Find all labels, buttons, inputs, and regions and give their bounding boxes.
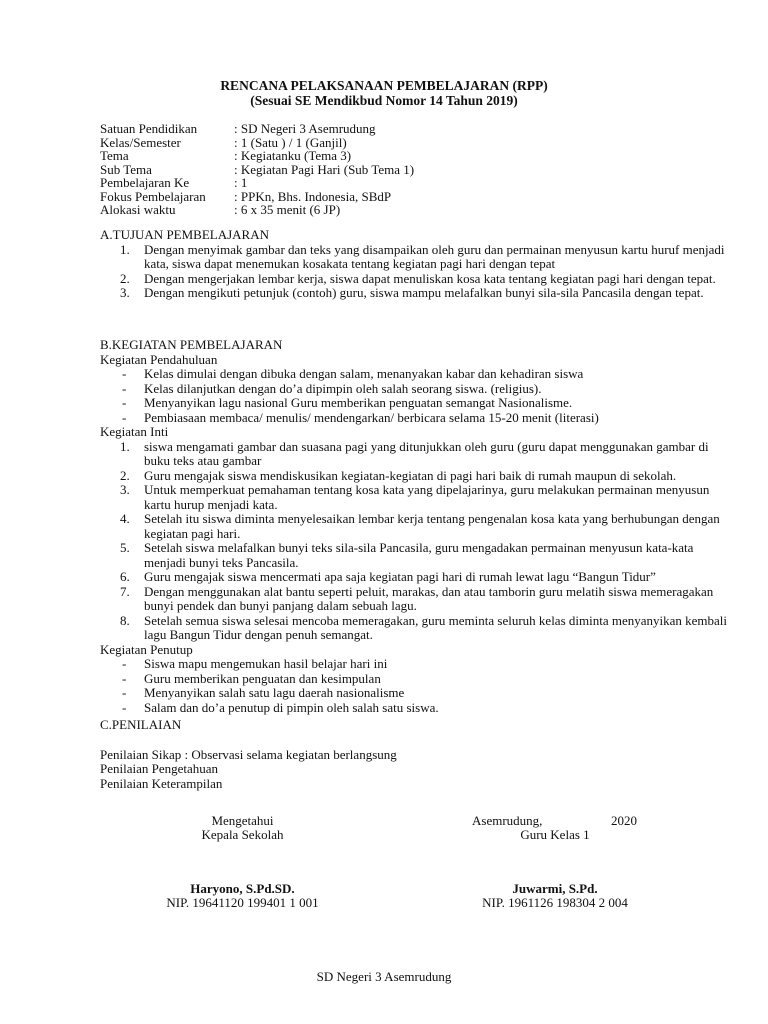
section-tujuan [100, 228, 729, 301]
pendahuluan-list [100, 367, 729, 425]
item-text: Siswa mapu mengemukan hasil belajar hari ini [144, 656, 388, 671]
inti-list [100, 440, 729, 643]
subsection-label: Kegiatan Inti [100, 424, 169, 439]
list-item [100, 469, 729, 484]
section-heading: B.KEGIATAN PEMBELAJARAN [100, 337, 283, 352]
item-number: 2. [120, 467, 130, 483]
identity-table [100, 122, 414, 217]
item-text: siswa mengamati gambar dan suasana pagi yang ditunjukkan oleh guru (guru dapat menggunakan gambar di buku teks atau gambar [144, 438, 709, 468]
page-footer: SD Negeri 3 Asemrudung [316, 969, 452, 984]
item-text: Setelah semua siswa selesai mencoba memeragakan, guru meminta seluruh kelas diminta menyanyikan kembali lagu Bangun Tidur dengan penuh semangat. [144, 612, 728, 642]
identity-key: Kelas/Semester [100, 134, 181, 150]
section-kegiatan [100, 338, 729, 715]
item-text: Pembiasaan membaca/ menulis/ mendengarkan/ berbicara selama 15-20 menit (literasi) [144, 409, 599, 425]
item-number: 3. [120, 482, 130, 497]
list-item: - Guru memberikan penguatan dan kesimpulan [122, 670, 381, 686]
list-item [100, 483, 729, 512]
list-item [100, 570, 729, 585]
identity-key: Tema [100, 148, 129, 163]
identity-value: : 1 (Satu ) / 1 (Ganjil) [234, 134, 347, 150]
identity-row [100, 190, 414, 204]
item-number: 8. [120, 612, 130, 628]
item-text: Setelah siswa melafalkan bunyi teks sila-sila Pancasila, guru mengadakan permainan menyusun kata-kata menjadi bunyi teks Pancasila. [144, 540, 694, 570]
item-text: Guru mengajak siswa mencermati apa saja kegiatan pagi hari di rumah lewat lagu “Bangun Tidur” [144, 569, 656, 584]
subsection-label: Kegiatan Pendahuluan [100, 351, 218, 367]
signature-right-name: Juwarmi, S.Pd. [512, 881, 598, 896]
tujuan-list [100, 243, 729, 301]
item-text: Dengan mengikuti petunjuk (contoh) guru, siswa mampu melafalkan bunyi sila-sila Pancasila dengan tepat. [144, 285, 704, 300]
list-item [100, 585, 729, 614]
list-item [100, 512, 729, 541]
signature-left-name: Haryono, S.Pd.SD. [190, 881, 295, 896]
identity-row [100, 122, 414, 136]
item-text: Dengan mengerjakan lembar kerja, siswa dapat menuliskan kosa kata tentang kegiatan pagi hari dengan tepat. [144, 270, 716, 286]
signature-right-nip: NIP. 1961126 198304 2 004 [482, 895, 628, 910]
item-number: 6. [120, 569, 130, 584]
item-text: Menyanyikan salah satu lagu daerah nasionalisme [144, 685, 405, 700]
item-number: 5. [120, 540, 130, 555]
identity-value: : PPKn, Bhs. Indonesia, SBdP [234, 188, 392, 204]
item-text: Kelas dilanjutkan dengan do’a dipimpin oleh salah seorang siswa. (religius). [144, 380, 542, 396]
item-number: 1. [120, 241, 130, 257]
subsection-label: Kegiatan Penutup [100, 641, 193, 657]
item-text: Kelas dimulai dengan dibuka dengan salam, menanyakan kabar dan kehadiran siswa [144, 366, 584, 381]
identity-row [100, 163, 414, 177]
identity-value: : SD Negeri 3 Asemrudung [234, 121, 376, 136]
identity-key: Alokasi waktu [100, 202, 176, 217]
document-title: RENCANA PELAKSANAAN PEMBELAJARAN (RPP) [220, 78, 548, 93]
list-item [100, 243, 729, 272]
signature-year: 2020 [611, 813, 637, 828]
identity-key: Satuan Pendidikan [100, 121, 198, 136]
identity-value: : Kegiatanku (Tema 3) [234, 148, 352, 163]
signature-place: Asemrudung, [472, 813, 543, 828]
item-number: 3. [120, 285, 130, 300]
item-text: Dengan menyimak gambar dan teks yang disampaikan oleh guru dan permainan menyusun kartu huruf menjadi kata, siswa dapat menemukan kosakata tentang kegiatan pagi hari dengan tepat [144, 241, 725, 271]
signature-left-nip: NIP. 19641120 199401 1 001 [166, 895, 319, 910]
section-heading: A.TUJUAN PEMBELAJARAN [100, 227, 270, 242]
list-item [100, 286, 729, 301]
item-text: Salam dan do’a penutup di pimpin oleh salah satu siswa. [144, 699, 439, 715]
item-text: Dengan menggunakan alat bantu seperti peluit, marakas, dan atau tamborin guru melatih siswa memeragakan bunyi pendek dan bunyi panjang dalam sebuah lagu. [144, 583, 714, 613]
penilaian-item: Penilaian Keterampilan [100, 775, 223, 791]
item-number: 7. [120, 583, 130, 599]
item-number: 4. [120, 511, 130, 526]
list-item: - Menyanyikan salah satu lagu daerah nasionalisme [122, 685, 405, 700]
item-number: 1. [120, 438, 130, 454]
list-item: - Kelas dilanjutkan dengan do’a dipimpin oleh salah seorang siswa. (religius). [122, 380, 542, 396]
signature-left-label2: Kepala Sekolah [201, 827, 284, 842]
penilaian-item: Penilaian Pengetahuan [100, 761, 219, 776]
identity-row [100, 176, 414, 190]
identity-key: Pembelajaran Ke [100, 175, 190, 190]
document-subtitle: (Sesuai SE Mendikbud Nomor 14 Tahun 2019) [250, 93, 518, 108]
identity-row [100, 149, 414, 163]
identity-value: : 1 [234, 175, 248, 190]
item-text: Untuk memperkuat pemahaman tentang kosa kata yang dipelajarinya, guru melakukan permainan menyusun kartu hurup menjadi kata. [144, 482, 710, 512]
identity-value: : 6 x 35 menit (6 JP) [234, 202, 341, 217]
list-item: - Salam dan do’a penutup di pimpin oleh salah satu siswa. [122, 699, 439, 715]
list-item: - Siswa mapu mengemukan hasil belajar hari ini [122, 656, 388, 671]
identity-value: : Kegiatan Pagi Hari (Sub Tema 1) [234, 161, 415, 177]
item-text: Guru mengajak siswa mendiskusikan kegiatan-kegiatan di pagi hari baik di rumah maupun di sekolah. [144, 467, 677, 483]
section-heading: C.PENILAIAN [100, 717, 182, 732]
list-item [100, 272, 729, 287]
signature-left-label1: Mengetahui [211, 813, 274, 828]
list-item: - Pembiasaan membaca/ menulis/ mendengarkan/ berbicara selama 15-20 menit (literasi) [122, 409, 599, 425]
identity-key: Fokus Pembelajaran [100, 188, 206, 204]
list-item [100, 541, 729, 570]
identity-row [100, 203, 414, 217]
list-item [100, 614, 729, 643]
item-text: Menyanyikan lagu nasional Guru memberikan penguatan semangat Nasionalisme. [144, 395, 573, 410]
item-text: Guru memberikan penguatan dan kesimpulan [144, 670, 381, 686]
identity-key: Sub Tema [100, 161, 152, 177]
list-item: - Menyanyikan lagu nasional Guru memberikan penguatan semangat Nasionalisme. [122, 395, 573, 410]
penutup-list [100, 657, 729, 715]
signature-right-label2: Guru Kelas 1 [520, 827, 590, 842]
list-item: - Kelas dimulai dengan dibuka dengan salam, menanyakan kabar dan kehadiran siswa [122, 366, 584, 381]
list-item [100, 440, 729, 469]
item-number: 2. [120, 270, 130, 286]
penilaian-item: Penilaian Sikap : Observasi selama kegiatan berlangsung [100, 746, 397, 762]
identity-row [100, 136, 414, 150]
item-text: Setelah itu siswa diminta menyelesaikan lembar kerja tentang pengenalan kosa kata yang berhubungan dengan kegiatan pagi hari. [144, 511, 720, 541]
section-penilaian [100, 718, 397, 791]
